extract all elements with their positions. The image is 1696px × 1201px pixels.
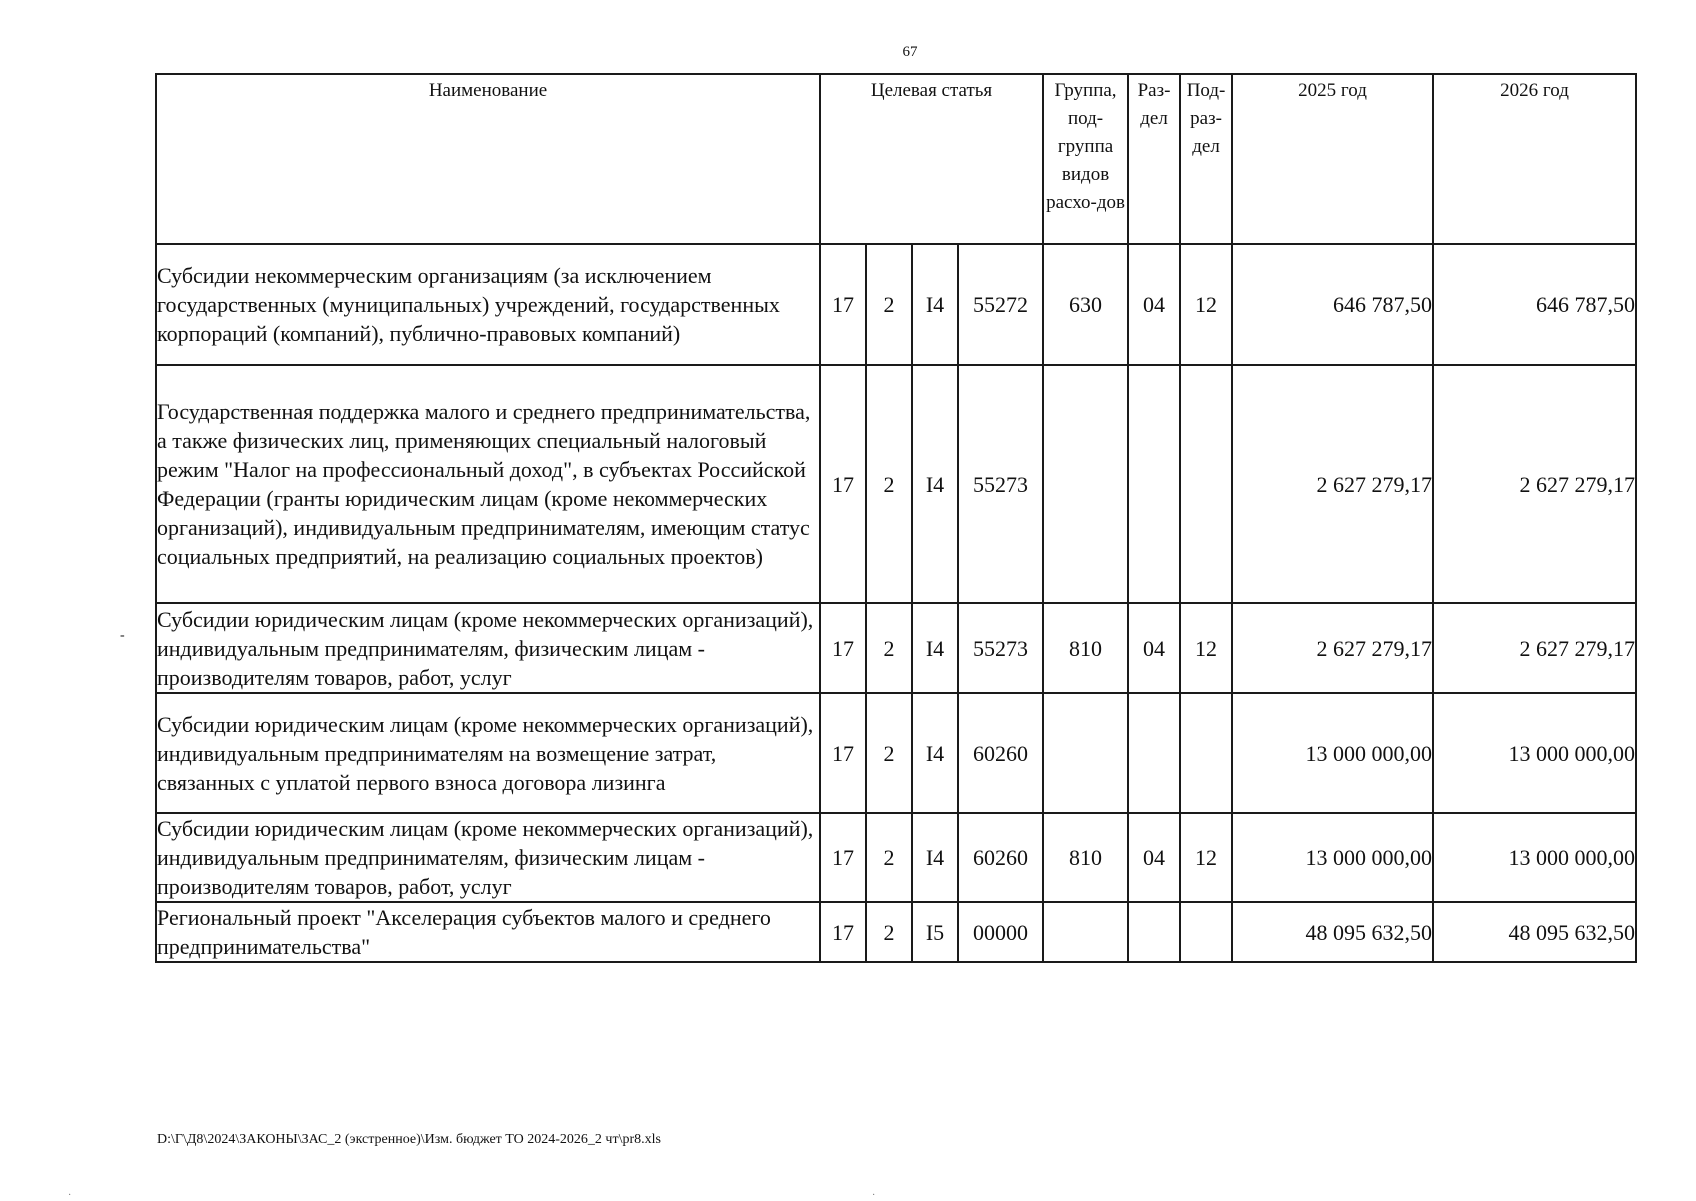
- row-code-1: 17: [820, 902, 866, 962]
- row-expense-group: 810: [1043, 603, 1128, 693]
- row-amount-2026: 13 000 000,00: [1433, 693, 1636, 813]
- row-code-1: 17: [820, 603, 866, 693]
- table-row: [156, 365, 1636, 603]
- row-code-3: I4: [912, 693, 958, 813]
- row-expense-group: [1043, 365, 1128, 603]
- row-amount-2026: 13 000 000,00: [1433, 813, 1636, 902]
- row-amount-2025: 646 787,50: [1232, 244, 1433, 365]
- header-section: Раз-дел: [1128, 74, 1180, 244]
- row-amount-2025: 48 095 632,50: [1232, 902, 1433, 962]
- row-code-4: 60260: [958, 813, 1043, 902]
- row-amount-2025: 2 627 279,17: [1232, 365, 1433, 603]
- row-expense-group: [1043, 693, 1128, 813]
- row-code-3: I4: [912, 603, 958, 693]
- row-code-2: 2: [866, 365, 912, 603]
- row-code-4: 60260: [958, 693, 1043, 813]
- header-expense-group: Группа, под-группа видов расхо-дов: [1043, 74, 1128, 244]
- budget-table: [155, 73, 1637, 963]
- row-name: Субсидии некоммерческим организациям (за исключением государственных (муниципальных) учреждений, государственных корпораций (компаний), публично-правовых компаний): [156, 244, 820, 365]
- row-name: Региональный проект "Акселерация субъектов малого и среднего предпринимательства": [156, 902, 820, 962]
- row-code-2: 2: [866, 902, 912, 962]
- row-code-3: I4: [912, 244, 958, 365]
- row-section: 04: [1128, 603, 1180, 693]
- row-section: [1128, 693, 1180, 813]
- row-amount-2026: 2 627 279,17: [1433, 603, 1636, 693]
- row-section: 04: [1128, 244, 1180, 365]
- row-name: Субсидии юридическим лицам (кроме некоммерческих организаций), индивидуальным предпринимателям, физическим лицам - производителям товаров, работ, услуг: [156, 603, 820, 693]
- row-amount-2026: 2 627 279,17: [1433, 365, 1636, 603]
- scan-artifact-dot: ·: [872, 1190, 876, 1201]
- row-code-4: 55272: [958, 244, 1043, 365]
- row-amount-2026: 646 787,50: [1433, 244, 1636, 365]
- row-code-2: 2: [866, 244, 912, 365]
- row-expense-group: 810: [1043, 813, 1128, 902]
- footer-file-path: D:\Г\Д8\2024\ЗАКОНЫ\ЗАС_2 (экстренное)\Изм. бюджет ТО 2024-2026_2 чт\pr8.xls: [157, 1132, 661, 1147]
- row-code-4: 00000: [958, 902, 1043, 962]
- row-subsection: 12: [1180, 603, 1232, 693]
- header-year-2026: 2026 год: [1433, 74, 1636, 244]
- row-code-1: 17: [820, 813, 866, 902]
- row-code-2: 2: [866, 693, 912, 813]
- row-section: [1128, 365, 1180, 603]
- table-row: [156, 813, 1636, 902]
- table-row: [156, 244, 1636, 365]
- row-code-1: 17: [820, 693, 866, 813]
- header-name: Наименование: [156, 74, 820, 244]
- row-code-4: 55273: [958, 603, 1043, 693]
- row-subsection: [1180, 902, 1232, 962]
- row-subsection: [1180, 365, 1232, 603]
- row-name: Субсидии юридическим лицам (кроме некоммерческих организаций), индивидуальным предпринимателям на возмещение затрат, связанных с уплатой первого взноса договора лизинга: [156, 693, 820, 813]
- row-code-2: 2: [866, 603, 912, 693]
- row-amount-2025: 13 000 000,00: [1232, 693, 1433, 813]
- row-code-4: 55273: [958, 365, 1043, 603]
- row-expense-group: [1043, 902, 1128, 962]
- table-row: [156, 902, 1636, 962]
- row-code-1: 17: [820, 365, 866, 603]
- row-amount-2025: 13 000 000,00: [1232, 813, 1433, 902]
- row-section: 04: [1128, 813, 1180, 902]
- row-name: Государственная поддержка малого и среднего предпринимательства, а также физических лиц, применяющих специальный налоговый режим "Налог на профессиональный доход", в субъектах Российской Федерации (гранты юридическим лицам (кроме некоммерческих организаций), индивидуальным предпринимателям, имеющим статус социальных предприятий, на реализацию социальных проектов): [156, 365, 820, 603]
- scan-artifact-dot: ·: [68, 1190, 72, 1201]
- row-amount-2026: 48 095 632,50: [1433, 902, 1636, 962]
- row-code-1: 17: [820, 244, 866, 365]
- row-subsection: 12: [1180, 813, 1232, 902]
- page-number: 67: [902, 44, 918, 60]
- header-subsection: Под-раз-дел: [1180, 74, 1232, 244]
- row-code-3: I5: [912, 902, 958, 962]
- row-section: [1128, 902, 1180, 962]
- margin-dash-mark: -: [120, 628, 125, 643]
- row-name: Субсидии юридическим лицам (кроме некоммерческих организаций), индивидуальным предпринимателям, физическим лицам - производителям товаров, работ, услуг: [156, 813, 820, 902]
- table-row: [156, 603, 1636, 693]
- row-code-3: I4: [912, 365, 958, 603]
- row-code-2: 2: [866, 813, 912, 902]
- row-subsection: [1180, 693, 1232, 813]
- header-target-article: Целевая статья: [820, 74, 1043, 244]
- table-row: [156, 693, 1636, 813]
- row-amount-2025: 2 627 279,17: [1232, 603, 1433, 693]
- row-code-3: I4: [912, 813, 958, 902]
- row-expense-group: 630: [1043, 244, 1128, 365]
- table-header-row: [156, 74, 1636, 244]
- header-year-2025: 2025 год: [1232, 74, 1433, 244]
- row-subsection: 12: [1180, 244, 1232, 365]
